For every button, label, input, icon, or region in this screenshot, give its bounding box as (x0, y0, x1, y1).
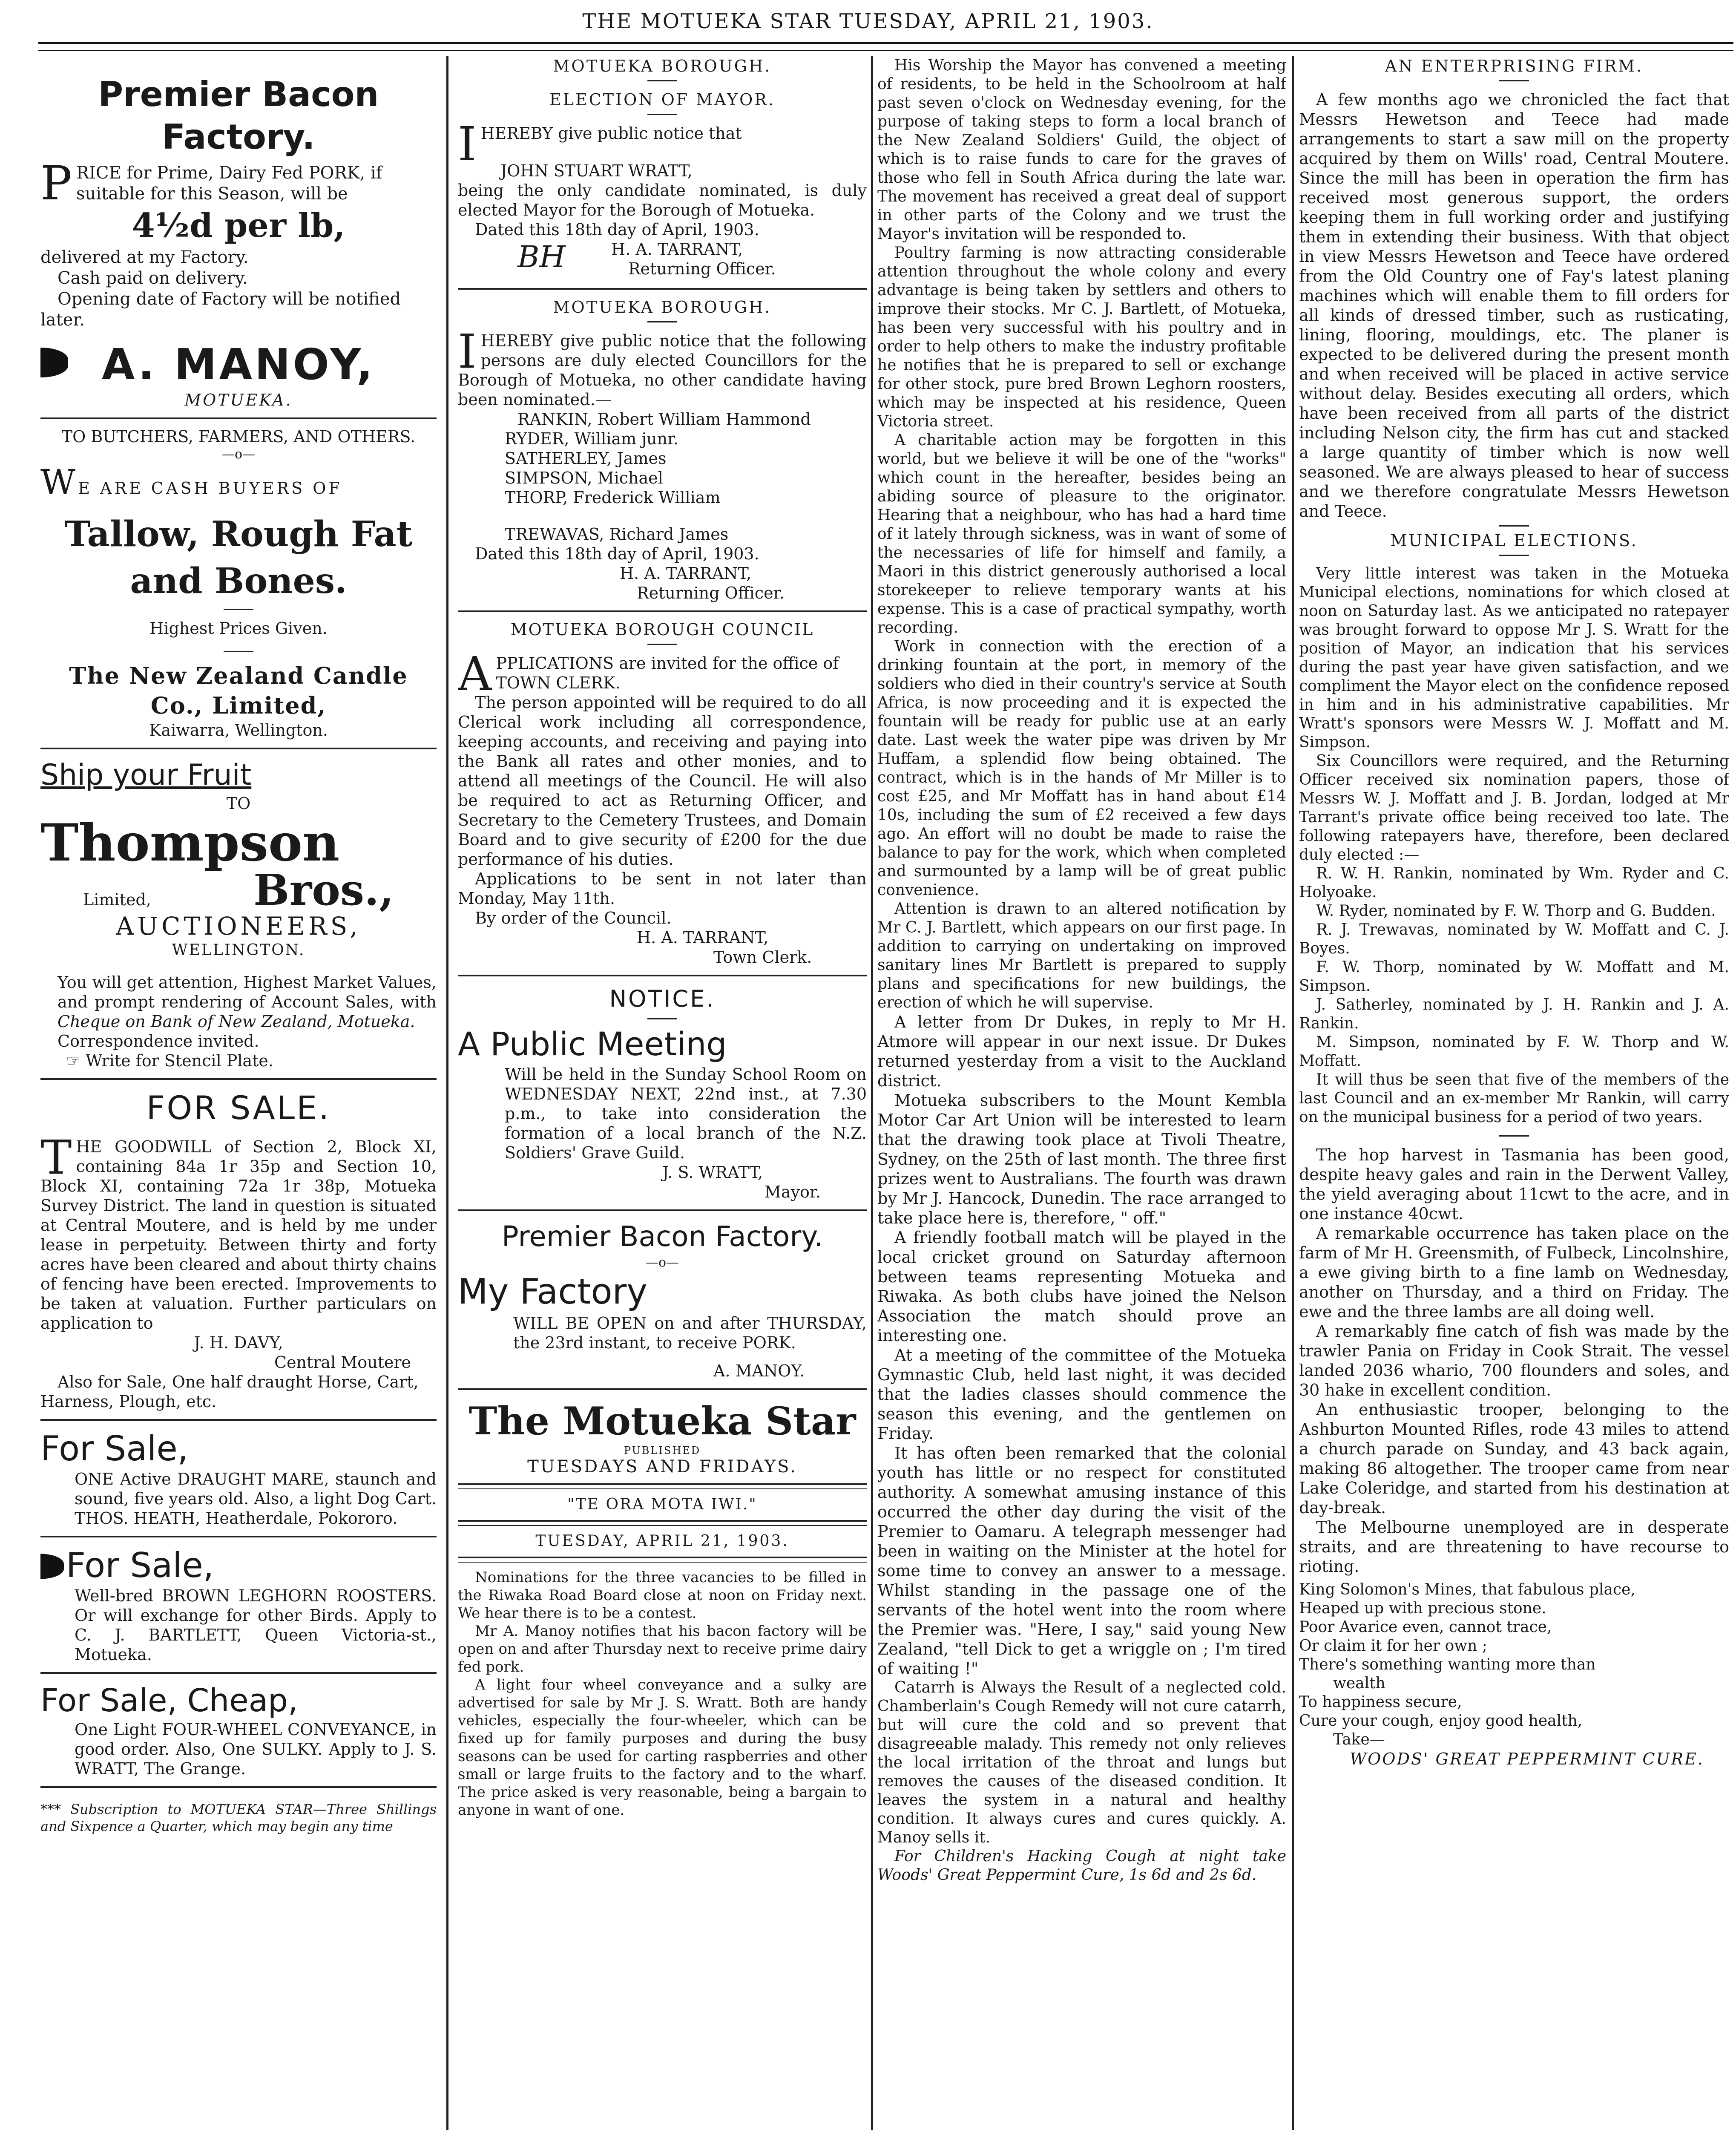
divider (458, 288, 867, 290)
councillor-name: THORP, Frederick William (505, 488, 721, 507)
notice-title: A Public Meeting (458, 1025, 727, 1063)
nomination-item: M. Simpson, nominated by F. W. Thorp and W. Moffatt. (1299, 1033, 1729, 1070)
borough2-sign: H. A. TARRANT, (620, 564, 752, 583)
separator (647, 80, 677, 81)
candle-company: The New Zealand Candle Co., Limited, (69, 662, 408, 719)
borough1-sub: ELECTION OF MAYOR. (549, 90, 775, 109)
column-rule (446, 56, 448, 2130)
star-motto: "TE ORA MOTA IWI." (567, 1496, 757, 1513)
notice-body: Will be held in the Sunday School Room on WEDNESDAY NEXT, 22nd inst., at 7.30 p.m., to take into consideration the formation of a local branch of the N.Z. Soldiers' Grave Guild. (505, 1065, 867, 1162)
council-body: The person appointed will be required to do all Clerical work including all correspondence, keeping accounts, and receiving and paying into the Bank all rates and other monies, and to attend all meetings of the Council. He will also be required to act as Returning Officer, and Secretary to the Cemetery Trustees, and Domain Board and to give security of £200 for the due performance of his duties. (458, 693, 867, 869)
borough1-intro: IHEREBY give public notice that (458, 117, 742, 171)
news-item: Catarrh is Always the Result of a neglected cold. Chamberlain's Cough Remedy will not cure catarrh, but will cure the cold and so prevent that disagreeable malady. This remedy not only relieves the local irritation of the throat and lungs but removes the causes of the diseased condition. It leaves the system in a natural and healthy condition. It always cures and cures quickly. A. Manoy sells it. (877, 1679, 1286, 1846)
news-item: Nominations for the three vacancies to be filled in the Riwaka Road Board close at noon on Friday next. We hear there is to be a contest. (458, 1569, 867, 1622)
borough2-dated: Dated this 18th day of April, 1903. (475, 544, 759, 563)
nomination-item: W. Ryder, nominated by F. W. Thorp and G. Budden. (1316, 902, 1716, 920)
news-item: Six Councillors were required, and the Returning Officer received six nomination papers, those of Messrs W. J. Moffatt and J. B. Jordan, lodged at Mr Tarrant's private office being received too late. The following ratepayers have, therefore, been declared duly elected :— (1299, 752, 1729, 864)
separator (1499, 80, 1529, 81)
fs3-title: For Sale, (66, 1546, 214, 1585)
fs3-title-wrap (40, 1545, 437, 1586)
separator (647, 114, 677, 115)
poem-line: To happiness secure, (1299, 1693, 1462, 1711)
divider (458, 1388, 867, 1390)
poem-line: Poor Avarice even, cannot trace, (1299, 1618, 1552, 1636)
separator (224, 609, 253, 610)
divider (40, 1419, 437, 1421)
masthead-rule (38, 42, 1733, 51)
column-rule (871, 56, 873, 2130)
column-rule (1292, 56, 1294, 2130)
divider (458, 1209, 867, 1211)
news-item: Attention is drawn to an altered notification by Mr C. J. Bartlett, which appears on our first page. In addition to carrying on undertaking on improved sanitary lines Mr Bartlett is prepared to supply plans and specifications for new buildings, the erection of which he will supervise. (877, 900, 1286, 1011)
borough1-sign-block (458, 239, 867, 280)
forsale-place: Central Moutere (274, 1353, 411, 1372)
ship-bros-line (40, 865, 437, 915)
bacon-price: 4½d per lb, (132, 206, 345, 245)
borough1-sign: H. A. TARRANT, (611, 240, 743, 259)
poem-line: Heaped up with precious stone. (1299, 1600, 1546, 1617)
council-order: By order of the Council. (475, 909, 672, 927)
page-masthead: THE MOTUEKA STAR TUESDAY, APRIL 21, 1903. (582, 9, 1154, 33)
ship-body: You will get attention, Highest Market Values, and prompt rendering of Account Sales, with Cheque on Bank of New Zealand, Motueka. (57, 973, 437, 1031)
notice-head: NOTICE. (609, 985, 716, 1012)
nomination-item: R. J. Trewavas, nominated by W. Moffatt and C. J. Boyes. (1299, 921, 1729, 957)
candle-to: TO BUTCHERS, FARMERS, AND OTHERS. (61, 427, 416, 446)
separator (224, 651, 253, 652)
news-item: A light four wheel conveyance and a sulky are advertised for sale by Mr J. S. Wratt. Both are handy vehicles, especially the four-wheeler, which can be fixed up for family purposes and during the busy seasons can be used for carting raspberries and other small or large fruits to the factory and to the wharf. The price asked is very reasonable, being a bargain to anyone in want of one. (458, 1676, 867, 1819)
separator (647, 321, 677, 322)
divider (458, 1557, 867, 1563)
ship-wellington: WELLINGTON. (172, 941, 305, 959)
poem-line: Or claim it for her own ; (1299, 1637, 1487, 1655)
news-item: A remarkable occurrence has taken place on the farm of Mr H. Greensmith, of Fulbeck, Lincolnshire, a ewe giving birth to a fine lamb on Wednesday, another on Thursday, and a third on Friday. The ewe and the three lambs are all doing well. (1299, 1224, 1729, 1321)
divider (458, 1483, 867, 1489)
column-3 (877, 56, 1286, 2130)
pb-big: My Factory (458, 1272, 647, 1312)
poem (1299, 1580, 1729, 1749)
fs4-body: One Light FOUR-WHEEL CONVEYANCE, in good order. Also, One SULKY. Apply to J. S. WRATT, The Grange. (75, 1720, 437, 1778)
manoy-place: MOTUEKA. (184, 391, 293, 409)
news-item: For Children's Hacking Cough at night take Woods' Great Peppermint Cure, 1s 6d and 2s 6d. (877, 1848, 1286, 1884)
candle-buy: WE ARE CASH BUYERS OF (40, 462, 342, 502)
ship-title: Ship your Fruit (40, 758, 252, 792)
council-intro: APPLICATIONS are invited for the office of TOWN CLERK. (458, 647, 839, 701)
fs2-title: For Sale, (40, 1429, 189, 1468)
poem-line: Take— (1333, 1731, 1385, 1748)
news-item: The hop harvest in Tasmania has been good, despite heavy gales and rain in the Derwent Valley, the yield averaging about 11cwt to the acre, and in one instance 40cwt. (1299, 1146, 1729, 1223)
news-item: At a meeting of the committee of the Motueka Gymnastic Club, held last night, it was decided that the ladies classes should commence the season this evening, and the gentlemen on Friday. (877, 1346, 1286, 1443)
enterprising-head: AN ENTERPRISING FIRM. (1385, 57, 1644, 75)
pb-title: Premier Bacon Factory. (501, 1220, 823, 1253)
divider (40, 1672, 437, 1674)
news-item: His Worship the Mayor has convened a meeting of residents, to be held in the Schoolroom at half past seven o'clock on Wednesday evening, for the purpose of taking steps to form a local branch of the New Zealand Soldiers' Guild, the object of which is to raise funds to care for the graves of those who fell in South Africa during the late war. The movement has received a great deal of support in other parts of the Colony and we trust the Mayor's invitation will be responded to. (877, 57, 1286, 243)
ship-stencil: ☞ Write for Stencil Plate. (66, 1051, 273, 1070)
ship-auctioneers: AUCTIONEERS, (116, 912, 361, 941)
star-title: The Motueka Star (468, 1399, 856, 1444)
separator (647, 644, 677, 645)
column-2 (458, 56, 867, 2130)
nomination-item: F. W. Thorp, nominated by W. Moffatt and M. Simpson. (1299, 958, 1729, 995)
bacon-cash: Cash paid on delivery. (57, 268, 248, 288)
news-item: A remarkably fine catch of fish was made by the trawler Pania on Friday in Cook Strait. The vessel landed 2036 whario, 700 flounders and soles, and 30 hake in excellent condition. (1299, 1322, 1729, 1399)
councillor-list (458, 409, 867, 544)
pb-sign: A. MANOY. (713, 1361, 805, 1380)
councillor-name: TREWAVAS, Richard James (505, 525, 729, 544)
fs2-body: ONE Active DRAUGHT MARE, staunch and sound, five years old. Also, a light Dog Cart. THOS. HEATH, Heatherdale, Pokororo. (75, 1470, 437, 1528)
candle-tallow: Tallow, Rough Fat and Bones. (64, 514, 413, 602)
borough2-head: MOTUEKA BOROUGH. (553, 298, 772, 317)
separator: —o— (645, 1255, 679, 1270)
council-head: MOTUEKA BOROUGH COUNCIL (510, 620, 814, 639)
nomination-item: J. Satherley, nominated by J. H. Rankin and J. A. Rankin. (1299, 996, 1729, 1032)
news-item: The Melbourne unemployed are in desperate straits, and are threatening to have recourse to rioting. (1299, 1518, 1729, 1576)
handwritten-mark: BH (517, 239, 566, 274)
candle-place: Kaiwarra, Wellington. (149, 721, 328, 740)
poem-end: WOODS' GREAT PEPPERMINT CURE. (1350, 1750, 1704, 1768)
bacon-body: PRICE for Prime, Dairy Fed PORK, if suitable for this Season, will be (40, 156, 382, 210)
borough1-body: being the only candidate nominated, is duly elected Mayor for the Borough of Motueka. (458, 181, 867, 219)
divider (458, 1520, 867, 1526)
divider (40, 748, 437, 749)
council-role: Town Clerk. (713, 948, 812, 967)
forsale-title: FOR SALE. (146, 1089, 331, 1127)
divider (458, 975, 867, 976)
news-item: It will thus be seen that five of the members of the last Council and an ex-member Mr Rankin, will carry on the municipal business for a period of two years. (1299, 1071, 1729, 1126)
news-item: A charitable action may be forgotten in this world, but we believe it will be one of the "works" which count in the hereafter, besides being an abiding source of pleasure to the originator. Hearing that a neighbour, who has had a hard time of it lately through sickness, was in want of some of the necessaries of life for himself and family, a Maori in this district generously authorised a local storekeeper to relieve temporary wants at his expense. This is a case of practical sympathy, worth recording. (877, 432, 1286, 636)
poem-line: Cure your cough, enjoy good health, (1299, 1712, 1583, 1730)
divider (40, 1078, 437, 1080)
news-item: A letter from Dr Dukes, in reply to Mr H. Atmore will appear in our next issue. Dr Dukes returned yesterday from a visit to the Auckland district. (877, 1013, 1286, 1090)
ship-bros: Bros., (253, 865, 394, 915)
separator (1499, 525, 1529, 527)
divider (40, 1786, 437, 1788)
council-applications: Applications to be sent in not later than Monday, May 11th. (458, 869, 867, 908)
column-1 (40, 56, 437, 2130)
poem-line: There's something wanting more than (1299, 1656, 1596, 1673)
news-item: A friendly football match will be played in the local cricket ground on Saturday afternoon between teams representing Motueka and Riwaka. As both clubs have joined the Nelson Association the match should prove an interesting one. (877, 1228, 1286, 1345)
forsale-body: THE GOODWILL of Section 2, Block XI, containing 84a 1r 35p and Section 10, Block XI, containing 72a 1r 38p, Motueka Survey District. The land in question is situated at Central Moutere, and is held by me under lease in perpetuity. Between thirty and forty acres have been cleared and about thirty chains of fencing have been erected. Improvements to be taken at valuation. Further particulars on application to (40, 1130, 437, 1333)
borough1-dated: Dated this 18th day of April, 1903. (475, 220, 759, 239)
separator (1499, 555, 1529, 556)
nomination-item: R. W. H. Rankin, nominated by Wm. Ryder and C. Holyoake. (1299, 865, 1729, 901)
borough1-role: Returning Officer. (628, 259, 776, 278)
bacon-delivered: delivered at my Factory. (40, 248, 249, 267)
forsale-name: J. H. DAVY, (194, 1333, 283, 1352)
ship-limited: Limited, (83, 890, 151, 909)
separator (647, 1018, 677, 1019)
notice-sign: J. S. WRATT, (662, 1163, 763, 1182)
column-4 (1299, 56, 1729, 2130)
ship-thompson: Thompson (40, 813, 340, 873)
council-sign: H. A. TARRANT, (637, 928, 769, 947)
municipal-head: MUNICIPAL ELECTIONS. (1390, 531, 1638, 550)
subscription-note: *** Subscription to MOTUEKA STAR—Three Shillings and Sixpence a Quarter, which may begin any time (40, 1801, 437, 1834)
divider (40, 417, 437, 419)
forsale-also: Also for Sale, One half draught Horse, Cart, Harness, Plough, etc. (40, 1373, 419, 1411)
poem-line: wealth (1333, 1675, 1385, 1692)
news-item: Very little interest was taken in the Motueka Municipal elections, nominations for which closed at noon on Saturday last. As we anticipated no ratepayer was brought forward to oppose Mr J. S. Wratt for the position of Mayor, an indication that his services during the past year have given satisfaction, and we compliment the Mayor elect on the confidence reposed in him and in his administrative capabilities. Mr Wratt's sponsors were Messrs W. J. Moffatt and M. Simpson. (1299, 565, 1729, 751)
enterprising-body: A few months ago we chronicled the fact that Messrs Hewetson and Teece had made arrangements to start a saw mill on the property acquired by them on Wills' road, Central Moutere. Since the mill has been in operation the firm has received most generous support, the orders keeping them in full working order and justifying them in extending their business. With that object in view Messrs Hewetson and Teece have ordered from the Old Country one of Fay's latest planing machines which will enable them to fill orders for all kinds of dressed timber, such as rusticating, lining, flooring, mouldings, etc. The planer is expected to be delivered during the present month and when received will be placed in active service without delay. Besides executing all orders, which have been received from all parts of the district including Nelson city, the firm has cut and stacked a large quantity of timber which is now well seasoned. We are always pleased to hear of success and we therefore congratulate Messrs Hewetson and Teece. (1299, 90, 1729, 521)
borough2-role: Returning Officer. (637, 584, 785, 602)
bacon-opening: Opening date of Factory will be notified later. (40, 289, 401, 330)
news-item: Motueka subscribers to the Mount Kembla Motor Car Art Union will be interested to learn that the drawing took place at Tivoli Theatre, Sydney, on the 25th of last month. The three first prizes went to Australians. The fourth was drawn by Mr J. Hancock, Dunedin. The race arranged to take place here is, therefore, " off." (877, 1091, 1286, 1227)
borough2-body: IHEREBY give public notice that the following persons are duly elected Councillors for the Borough of Motueka, no other candidate having been nominated.— (458, 324, 867, 409)
divider (40, 1536, 437, 1537)
separator: —o— (221, 447, 256, 462)
councillor-name: RANKIN, Robert William Hammond (517, 410, 811, 429)
candle-prices: Highest Prices Given. (149, 619, 328, 638)
separator (1499, 1135, 1529, 1137)
councillor-name: SATHERLEY, James (505, 449, 667, 468)
divider (458, 610, 867, 612)
councillor-name: RYDER, William junr. (505, 429, 679, 448)
news-item: Mr A. Manoy notifies that his bacon factory will be open on and after Thursday next to receive prime dairy fed pork. (458, 1623, 867, 1675)
star-published: PUBLISHED (624, 1445, 701, 1456)
news-item: Poultry farming is now attracting considerable attention throughout the whole colony and every advantage is being taken by settlers and others to improve their stocks. Mr C. J. Bartlett, of Motueka, has been very successful with his poultry and in order to help others to make the industry profitable he notifies that he is prepared to sell or exchange for other stock, pure bred Brown Leghorn roosters, which may be inspected at his residence, Queen Victoria street. (877, 244, 1286, 430)
manoy-block (40, 339, 437, 390)
manoy-name: A. MANOY, (102, 340, 375, 389)
pointing-hand-icon: ☞ (66, 1051, 86, 1070)
ship-correspondence: Correspondence invited. (57, 1032, 259, 1051)
borough1-name: JOHN STUART WRATT, (500, 161, 693, 180)
fs3-body: Well-bred BROWN LEGHORN ROOSTERS. Or will exchange for other Birds. Apply to C. J. BARTLETT, Queen Victoria-st., Motueka. (75, 1586, 437, 1664)
star-days: TUESDAYS AND FRIDAYS. (527, 1457, 797, 1477)
pb-body: WILL BE OPEN on and after THURSDAY, the 23rd instant, to receive PORK. (513, 1314, 867, 1352)
star-date: TUESDAY, APRIL 21, 1903. (535, 1532, 789, 1550)
fs4-title: For Sale, Cheap, (40, 1682, 298, 1719)
councillor-name: SIMPSON, Michael (505, 469, 663, 487)
borough1-head: MOTUEKA BOROUGH. (553, 57, 772, 75)
news-item: An enthusiastic trooper, belonging to the Ashburton Mounted Rifles, rode 43 miles to attend a church parade on Sunday, and 43 back again, making 86 altogether. The trooper came from near Lake Coleridge, and started from his destination at day-break. (1299, 1400, 1729, 1517)
notice-role: Mayor. (765, 1183, 821, 1201)
news-item: It has often been remarked that the colonial youth has little or no respect for constituted authority. A somewhat amusing instance of this occurred the other day during the visit of the Premier to Oamaru. A telegraph messenger had been in waiting on the Minister at the hotel for some time to convey an answer to a message. Whilst standing in the passage one of the servants of the hotel went into the room where the Premier was. "Here, I say," said young New Zealand, "tell Dick to get a wriggle on ; I'm tired of waiting !" (877, 1444, 1286, 1678)
news-item: Work in connection with the erection of a drinking fountain at the port, in memory of the soldiers who died in their country's service at South Africa, is now proceeding and it is expected the fountain will be ready for public use at an early date. Last week the water pipe was driven by Mr Huffam, a splendid flow being obtained. The contract, which is in the hands of Mr Miller is to cost £25, and Mr Moffatt has in hand about £14 10s, including the sum of £2 received a few days ago. An effort will no doubt be made to raise the balance to pay for the work, which when completed and surmounted by a lamp will be of great public convenience. (877, 638, 1286, 899)
ship-to: TO (226, 794, 251, 813)
poem-line: King Solomon's Mines, that fabulous place, (1299, 1581, 1635, 1598)
bacon-title: Premier Bacon Factory. (98, 75, 379, 157)
